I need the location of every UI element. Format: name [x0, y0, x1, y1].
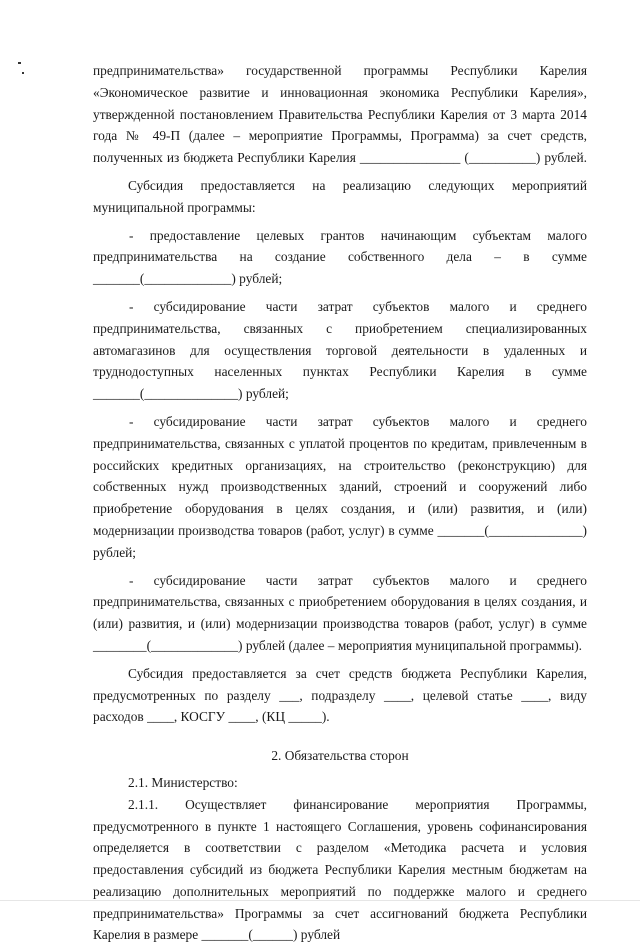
paragraph-financing: 2.1.1. Осуществляет финансирование мероприятия Программы, предусмотренного в пункте 1 настоящего Соглашения, уровень софинансирования определяется в соответствии с разделом «Методика расчета и условия предоставления субсидий из бюджета Республики Карелия местным бюджетам на реализацию дополнительных мероприятий по поддержке малого и среднего предпринимательства» Программы за счет ассигнований бюджета Республики Карелия в размере _______(______) рублей — [93, 796, 587, 943]
subsection-ministry: 2.1. Министерство: — [128, 774, 238, 790]
scan-mark — [18, 62, 21, 64]
section-heading-obligations: 2. Обязательства сторон — [271, 748, 409, 764]
paragraph-subsidy-purpose: Субсидия предоставляется на реализацию следующих мероприятий муниципальной программы: — [93, 177, 587, 215]
document-body — [93, 60, 587, 946]
list-item-grants: - предоставление целевых грантов начинающим субъектам малого предпринимательства на создание собственного дела – в сумме _______(_____________) рублей; — [93, 227, 587, 287]
paragraph-budget-classification: Субсидия предоставляется за счет средств бюджета Республики Карелия, предусмотренных по разделу ___, подразделу ____, целевой статье ____, виду расходов ____, КОСГУ ____, (КЦ _____). — [93, 665, 587, 725]
paragraph-program-reference: предпринимательства» государственной программы Республики Карелия «Экономическое развитие и инновационная экономика Республики Карелия», утвержденной постановлением Правительства Республики Карелия от 3 марта 2014 года № 49-П (далее – мероприятие Программы, Программа) за счет средств, полученных из бюджета Республики Карелия _______________ (__________) рублей. — [93, 63, 587, 166]
scan-mark — [22, 72, 24, 74]
list-item-automobile-shops: - субсидирование части затрат субъектов малого и среднего предпринимательства, связанных с приобретением специализированных автомагазинов для осуществления торговой деятельности в удаленных и труднодоступных населенных пунктах Республики Карелия в сумме _______(______________) рублей; — [93, 298, 587, 402]
list-item-equipment: - субсидирование части затрат субъектов малого и среднего предпринимательства, связанных с приобретением оборудования в целях создания, и (или) развития, и (или) модернизации производства товаров (работ, услуг) в сумме ________(_____________) рублей (далее – мероприятия муниципальной программы). — [93, 572, 587, 653]
list-item-loan-interest: - субсидирование части затрат субъектов малого и среднего предпринимательства, связанных с уплатой процентов по кредитам, привлеченным в российских кредитных организациях, на строительство (реконструкцию) для собственных нужд производственных зданий, строений и сооружений либо приобретение оборудования в целях создания, и (или) развития, и (или) модернизации производства товаров (работ, услуг) в сумме _______(______________) рублей; — [93, 413, 587, 560]
scan-edge — [0, 900, 640, 901]
